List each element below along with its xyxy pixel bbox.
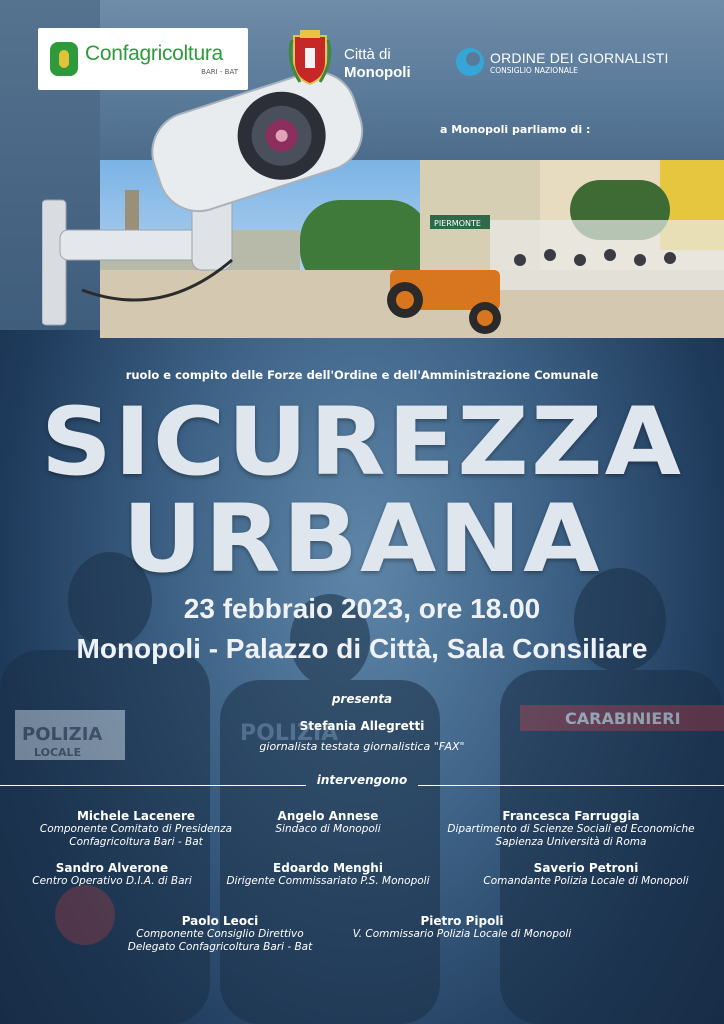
- monopoli-crest-icon: [286, 30, 334, 86]
- confagricoltura-sub: BARI - BAT: [201, 68, 238, 76]
- speaker-role: Componente Comitato di Presidenza: [39, 823, 233, 835]
- polizia2-text: POLIZIA: [240, 721, 339, 746]
- speaker-role: Dirigente Commissariato P.S. Monopoli: [226, 875, 430, 887]
- speaker-name: Pietro Pipoli: [420, 914, 504, 928]
- speaker-card: [90, 914, 350, 954]
- shop-sign: PIERMONTE: [434, 219, 481, 228]
- speaker-name: Francesca Farruggia: [502, 809, 640, 823]
- speaker-role: Componente Consiglio Direttivo: [136, 928, 304, 940]
- confagricoltura-logo: [38, 28, 248, 90]
- speaker-role: Comandante Polizia Locale di Monopoli: [483, 875, 689, 887]
- title-line-1: SICUREZZA: [40, 388, 684, 497]
- ordine-giornalisti-icon: [456, 48, 484, 76]
- speaker-role: Centro Operativo D.I.A. di Bari: [32, 875, 192, 887]
- moderator-role: giornalista testata giornalistica "FAX": [259, 740, 465, 753]
- ordine-name: ORDINE DEI GIORNALISTI: [490, 50, 669, 66]
- event-date: 23 febbraio 2023, ore 18.00: [183, 593, 541, 624]
- locale-text: LOCALE: [34, 746, 82, 759]
- speaker-name: Edoardo Menghi: [273, 861, 383, 875]
- speaker-card: [198, 861, 458, 888]
- speaker-role: Dipartimento di Scienze Sociali ed Economiche: [447, 823, 695, 835]
- carabinieri-text: CARABINIERI: [565, 709, 681, 728]
- speaker-card: [456, 861, 716, 888]
- speaker-name: Michele Lacenere: [76, 809, 195, 823]
- confagricoltura-mark-icon: [50, 42, 78, 76]
- confagricoltura-name: Confagricoltura: [85, 42, 223, 65]
- event-subtitle: ruolo e compito delle Forze dell'Ordine e dell'Amministrazione Comunale: [125, 368, 599, 382]
- intervengono-label: intervengono: [316, 773, 408, 787]
- moderator-name: Stefania Allegretti: [299, 719, 425, 733]
- polizia-text: POLIZIA: [22, 724, 103, 745]
- security-camera-icon: [42, 70, 372, 330]
- speaker-name: Saverio Petroni: [533, 861, 639, 875]
- speaker-role: Confagricoltura Bari - Bat: [69, 836, 203, 848]
- speaker-role: Sapienza Università di Roma: [495, 836, 647, 848]
- speaker-role: Delegato Confagricoltura Bari - Bat: [127, 941, 313, 953]
- citta-di-label: Città di: [344, 46, 391, 63]
- speaker-name: Paolo Leoci: [181, 914, 259, 928]
- title-line-2: URBANA: [122, 485, 602, 594]
- speaker-role: Sindaco di Monopoli: [275, 823, 381, 835]
- monopoli-label: Monopoli: [344, 64, 411, 81]
- speaker-name: Sandro Alverone: [55, 861, 169, 875]
- tagline: a Monopoli parliamo di :: [440, 123, 591, 136]
- speaker-name: Angelo Annese: [277, 809, 379, 823]
- speaker-role: V. Commissario Polizia Locale di Monopoli: [352, 928, 572, 940]
- speaker-card: [198, 809, 458, 836]
- presenta-label: presenta: [331, 692, 393, 706]
- speaker-card: [426, 809, 716, 849]
- ordine-sub: CONSIGLIO NAZIONALE: [490, 66, 578, 75]
- speaker-card: [332, 914, 592, 941]
- event-place: Monopoli - Palazzo di Città, Sala Consiliare: [76, 633, 648, 664]
